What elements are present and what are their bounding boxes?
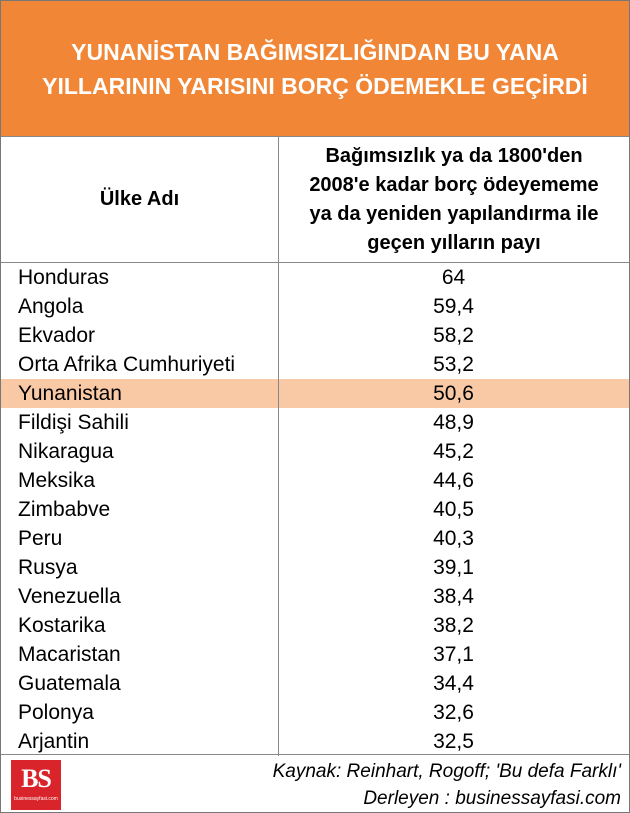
value-cell: 58,2	[433, 324, 474, 347]
table-row	[1, 408, 629, 437]
value-cell: 40,3	[433, 527, 474, 550]
country-cell: Peru	[18, 527, 63, 550]
table-body	[1, 263, 629, 754]
country-cell: Zimbabve	[18, 498, 111, 521]
footer	[1, 754, 629, 812]
value-cell: 44,6	[433, 469, 474, 492]
table-row	[1, 495, 629, 524]
value-cell: 53,2	[433, 353, 474, 376]
title-banner	[1, 1, 629, 136]
table-row	[1, 553, 629, 582]
country-cell: Ekvador	[18, 324, 96, 347]
table-row	[1, 321, 629, 350]
value-cell: 32,6	[433, 701, 474, 724]
table-header-row	[1, 136, 629, 263]
table-row	[1, 524, 629, 553]
column-header-share	[278, 137, 629, 262]
column-header-country: Ülke Adı	[99, 188, 180, 210]
compiled-by-text: Derleyen : businessayfasi.com	[363, 788, 621, 809]
value-cell: 32,5	[433, 730, 474, 753]
table-row	[1, 263, 629, 292]
value-cell: 64	[441, 266, 466, 289]
table-row	[1, 669, 629, 698]
country-cell: Meksika	[18, 469, 96, 492]
country-cell: Kostarika	[18, 614, 106, 637]
column-header-share-line: 2008'e kadar borç ödeyememe	[309, 173, 599, 196]
table-row	[1, 379, 629, 408]
value-cell: 48,9	[433, 411, 474, 434]
table-row	[1, 437, 629, 466]
table-row	[1, 640, 629, 669]
country-cell: Polonya	[18, 701, 94, 724]
value-cell: 50,6	[433, 382, 474, 405]
value-cell: 45,2	[433, 440, 474, 463]
column-header-share-line: geçen yılların payı	[367, 231, 541, 254]
country-cell: Nikaragua	[18, 440, 114, 463]
country-cell: Angola	[18, 295, 84, 318]
country-cell: Orta Afrika Cumhuriyeti	[18, 353, 236, 376]
value-cell: 39,1	[433, 556, 474, 579]
country-cell: Fildişi Sahili	[18, 411, 129, 434]
country-cell: Yunanistan	[18, 382, 122, 405]
country-cell: Rusya	[18, 556, 78, 579]
table-row	[1, 466, 629, 495]
value-cell: 38,4	[433, 585, 474, 608]
table-row	[1, 611, 629, 640]
logo-text: BS	[21, 764, 51, 793]
country-cell: Guatemala	[18, 672, 121, 695]
table-row	[1, 727, 629, 756]
title-line-2: YILLARININ YARISINI BORÇ ÖDEMEKLE GEÇİRDİ	[42, 72, 588, 99]
brand-logo	[11, 760, 61, 810]
title-line-1: YUNANİSTAN BAĞIMSIZLIĞINDAN BU YANA	[71, 38, 559, 65]
value-cell: 59,4	[433, 295, 474, 318]
table-row	[1, 350, 629, 379]
value-cell: 37,1	[433, 643, 474, 666]
column-header-share-line: Bağımsızlık ya da 1800'den	[325, 144, 583, 167]
country-cell: Venezuella	[18, 585, 121, 608]
value-cell: 40,5	[433, 498, 474, 521]
country-cell: Honduras	[18, 266, 110, 289]
source-text: Kaynak: Reinhart, Rogoff; 'Bu defa Farklı'	[272, 761, 621, 782]
country-cell: Arjantin	[18, 730, 90, 753]
logo-subtext: businessayfasi.com	[14, 796, 58, 802]
table-row	[1, 582, 629, 611]
column-header-share-line: ya da yeniden yapılandırma ile	[309, 202, 599, 225]
value-cell: 34,4	[433, 672, 474, 695]
table-row	[1, 292, 629, 321]
value-cell: 38,2	[433, 614, 474, 637]
table-row	[1, 698, 629, 727]
country-cell: Macaristan	[18, 643, 121, 666]
